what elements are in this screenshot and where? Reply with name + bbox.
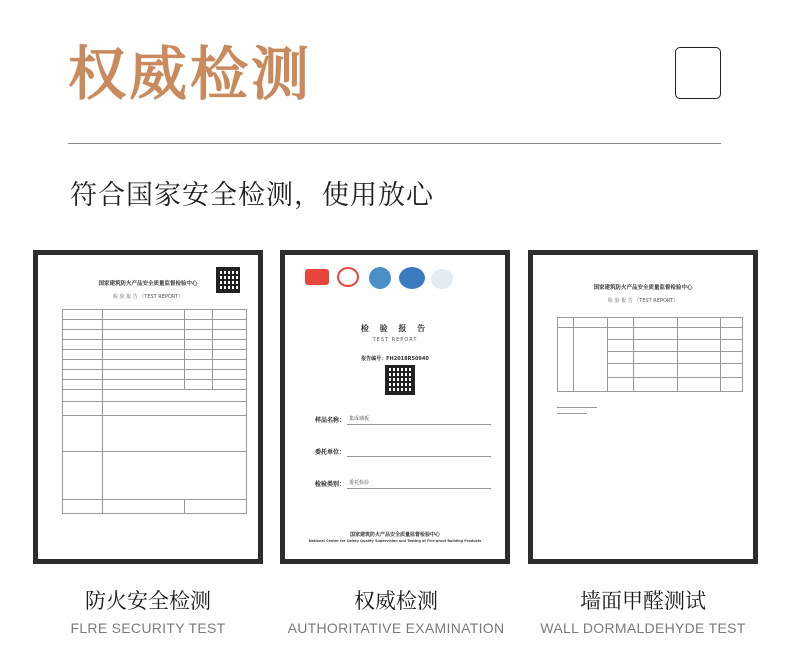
caption-formaldehyde: 墙面甲醛测试: [580, 589, 706, 613]
report-form-table: [62, 309, 247, 514]
client-underline: [347, 456, 491, 457]
report-document: [533, 255, 753, 559]
footer-org-en: National Center for Safety Quality Supervision and Testing of Fire-proof Building Products: [308, 539, 482, 543]
ilac-logo-icon: [369, 267, 391, 289]
divider: [68, 143, 721, 144]
table-note: [557, 407, 597, 408]
footer-org: 国家建筑防火产品安全质量监督检验中心: [349, 532, 440, 538]
report-card-fire-safety[interactable]: [33, 250, 263, 564]
report-card-formaldehyde[interactable]: [528, 250, 758, 564]
report-title: 检 验 报 告: [360, 324, 430, 333]
page-subtitle: 符合国家安全检测，使用放心: [70, 180, 434, 211]
report-type: 检 验 报 告 （TEST REPORT）: [112, 294, 184, 300]
report-card-authoritative[interactable]: [280, 250, 510, 564]
page-title: 权威检测: [68, 40, 313, 108]
sample-name-label: 样品名称：: [315, 417, 346, 424]
report-document: [38, 255, 258, 559]
report-document: [285, 255, 505, 559]
client-label: 委托单位：: [315, 449, 346, 456]
caption-fire-safety: 防火安全检测: [85, 589, 211, 613]
report-type: 检 验 报 告 （TEST REPORT）: [607, 298, 679, 304]
report-org: 国家建筑防火产品安全质量监督检验中心: [98, 281, 198, 287]
caption-authoritative-en: AUTHORITATIVE EXAMINATION: [287, 620, 505, 636]
checkbox[interactable]: [675, 47, 721, 99]
cnas-logo-icon: [399, 267, 425, 289]
test-type-underline: [347, 488, 491, 489]
sample-underline: [347, 424, 491, 425]
sample-name-value: 集成墙板: [349, 416, 370, 422]
table-note: [557, 413, 587, 414]
formaldehyde-table: [557, 317, 743, 392]
cma-logo-icon: [305, 269, 329, 285]
test-type-value: 委托检验: [349, 480, 370, 486]
cal-logo-icon: [337, 267, 359, 287]
caption-authoritative: 权威检测: [354, 589, 438, 613]
report-number: 报告编号：FH2018R50940: [361, 356, 429, 362]
test-type-label: 检验类别：: [315, 481, 346, 488]
report-title-en: TEST REPORT: [372, 337, 418, 343]
report-org: 国家建筑防火产品安全质量监督检验中心: [593, 285, 693, 291]
caption-formaldehyde-en: WALL DORMALDEHYDE TEST: [540, 620, 746, 636]
qr-code: [385, 365, 415, 395]
caption-fire-safety-en: FLRE SECURITY TEST: [70, 620, 226, 636]
testing-lab-logo-icon: [431, 269, 453, 289]
qr-code: [216, 267, 240, 293]
